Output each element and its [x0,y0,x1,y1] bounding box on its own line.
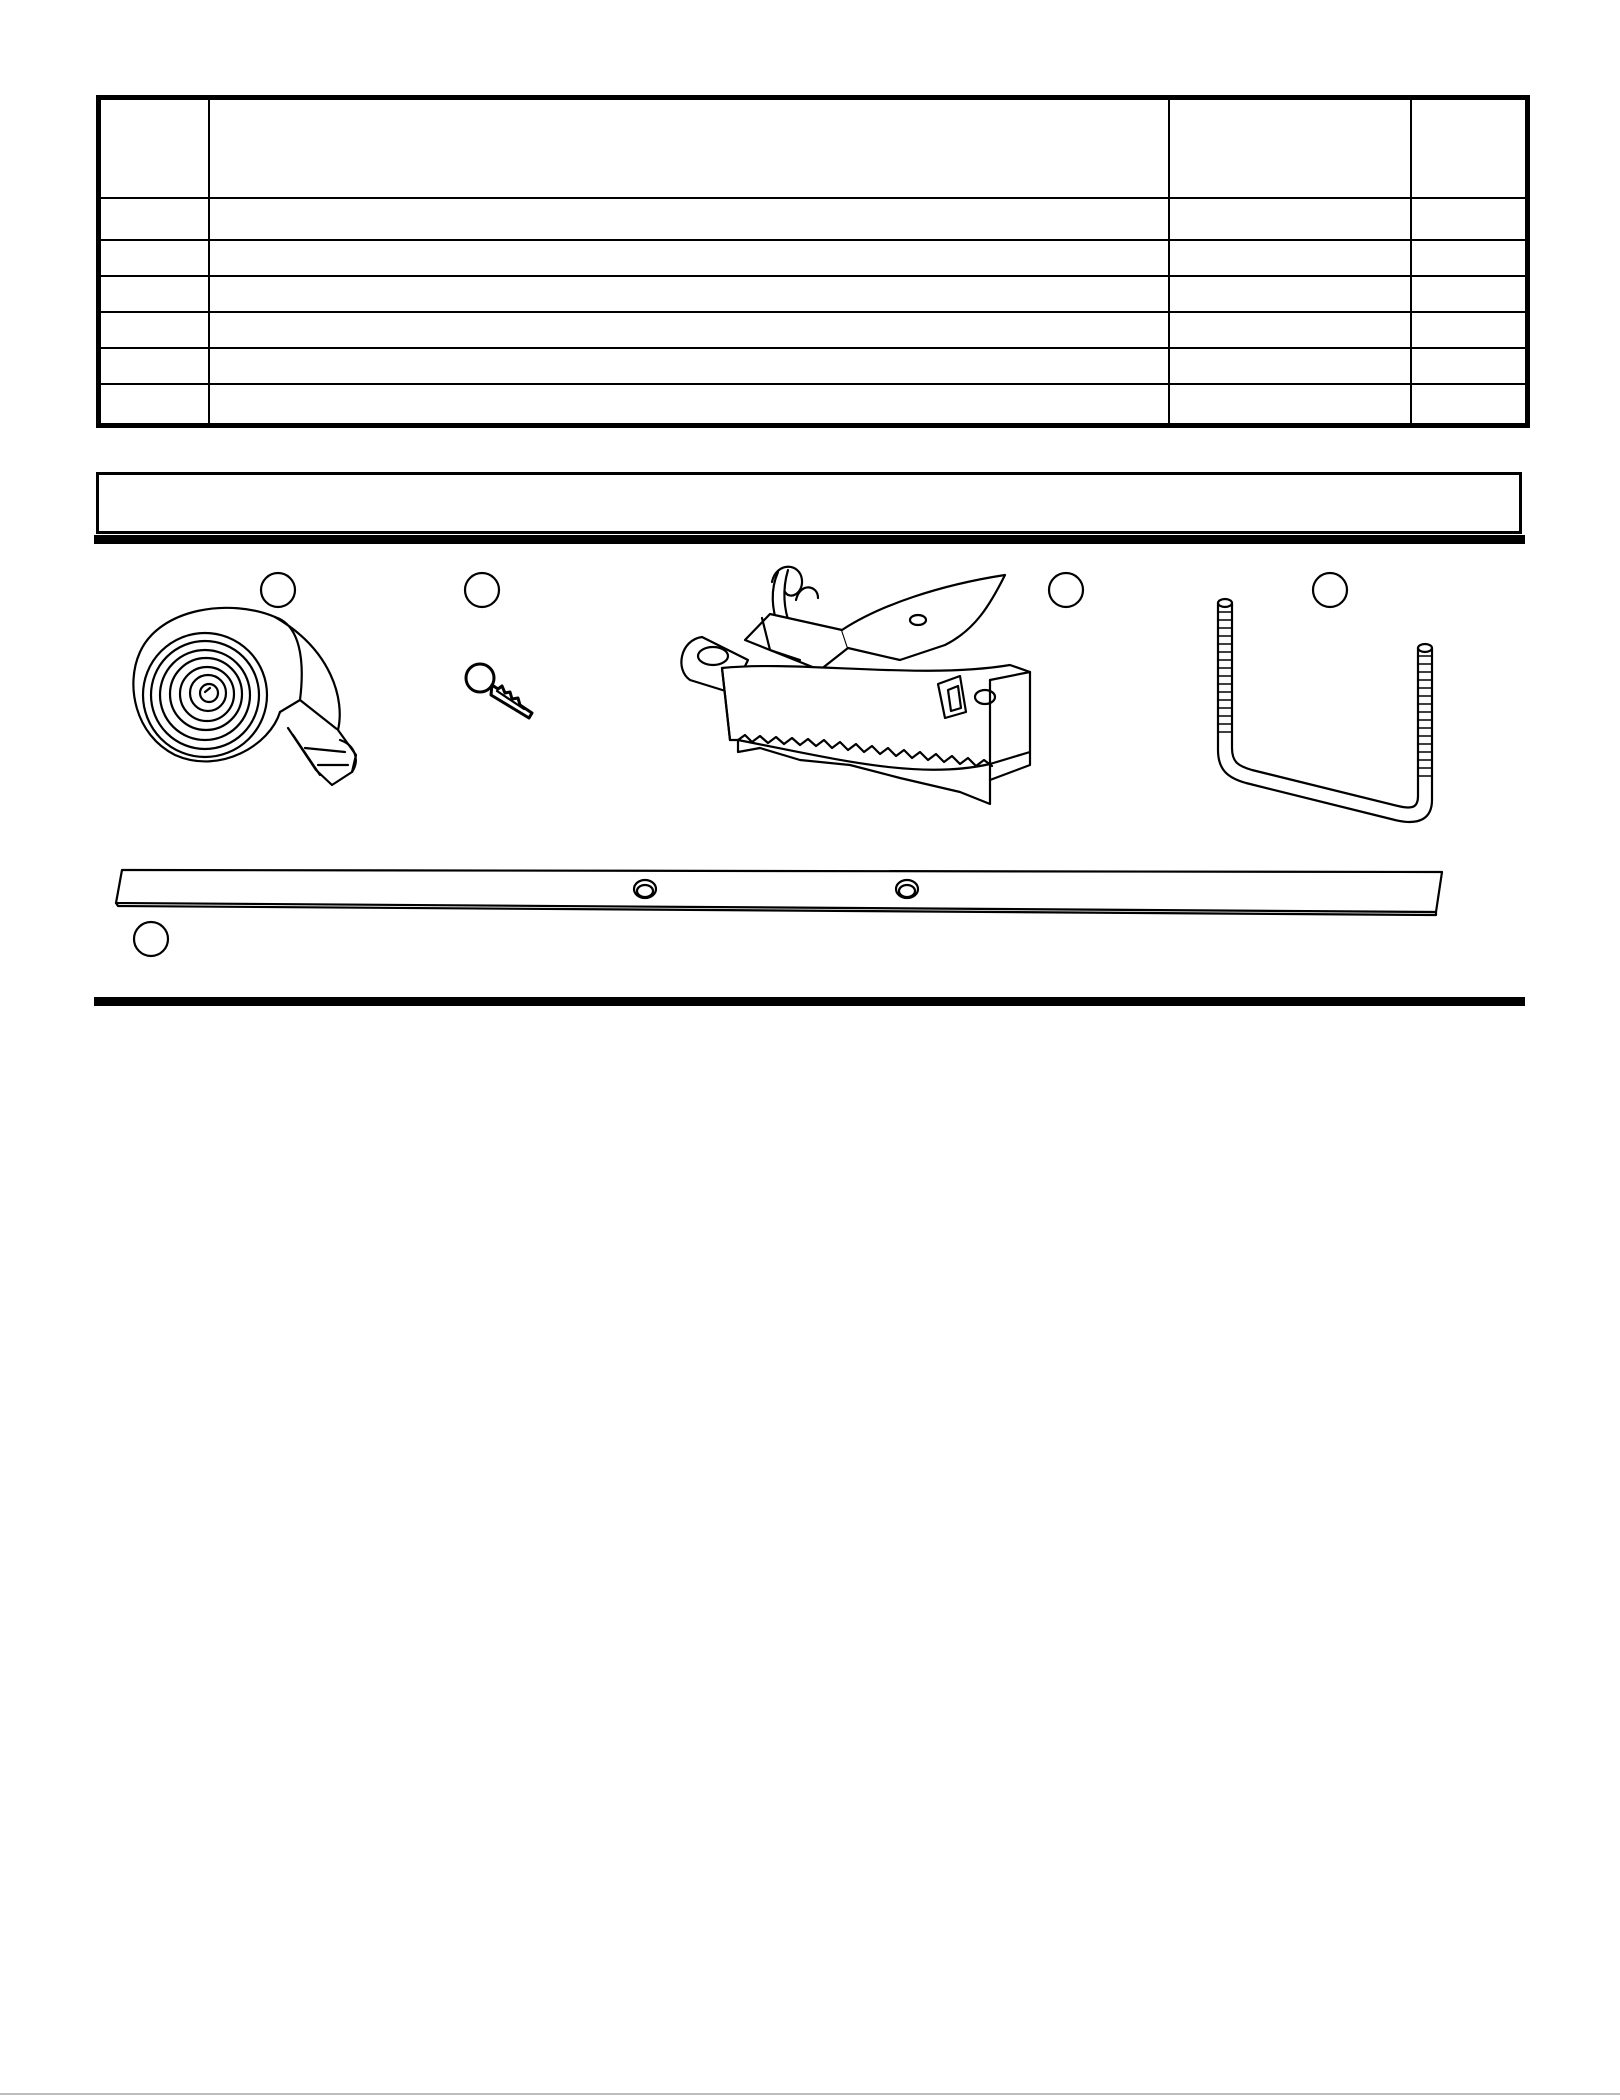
table-cell [99,348,209,384]
header-cell [99,98,209,198]
callout-circle-u-bolt [1313,573,1347,607]
table-row [99,384,1528,426]
table-row [99,312,1528,348]
table-cell [209,240,1169,276]
table-cell [1169,240,1411,276]
section-rule-top [94,535,1525,544]
header-cell [1411,98,1528,198]
table-cell [209,276,1169,312]
strap-illustration [133,573,356,785]
header-cell [209,98,1169,198]
header-cell [1169,98,1411,198]
parts-illustration [0,544,1620,997]
table-cell [209,312,1169,348]
table-cell [1169,198,1411,240]
table-cell [1411,312,1528,348]
table-cell [99,312,209,348]
table-row [99,348,1528,384]
table-row [99,240,1528,276]
table-cell [99,240,209,276]
table-cell [1411,276,1528,312]
parts-table [96,95,1530,428]
table-cell [99,276,209,312]
callout-circle-bar [134,922,168,956]
callout-circle-clamp [1049,573,1083,607]
parts-table-header-row [99,98,1528,198]
table-cell [99,384,209,426]
table-cell [99,198,209,240]
table-cell [1169,348,1411,384]
callout-circle-strap [261,573,295,607]
table-cell [209,198,1169,240]
callout-circle-key [465,573,499,607]
table-cell [1411,198,1528,240]
table-cell [1169,312,1411,348]
clamp-illustration [681,567,1083,804]
bar-illustration [116,870,1442,956]
page-bottom-line [0,2093,1620,2095]
table-cell [1411,240,1528,276]
section-rule-bottom [94,997,1525,1006]
table-row [99,276,1528,312]
table-cell [209,384,1169,426]
key-illustration [465,573,532,718]
table-cell [1411,384,1528,426]
table-row [99,198,1528,240]
table-cell [209,348,1169,384]
table-cell [1169,276,1411,312]
u-bolt-illustration [1218,573,1432,822]
section-title-box [96,472,1522,534]
table-cell [1169,384,1411,426]
table-cell [1411,348,1528,384]
